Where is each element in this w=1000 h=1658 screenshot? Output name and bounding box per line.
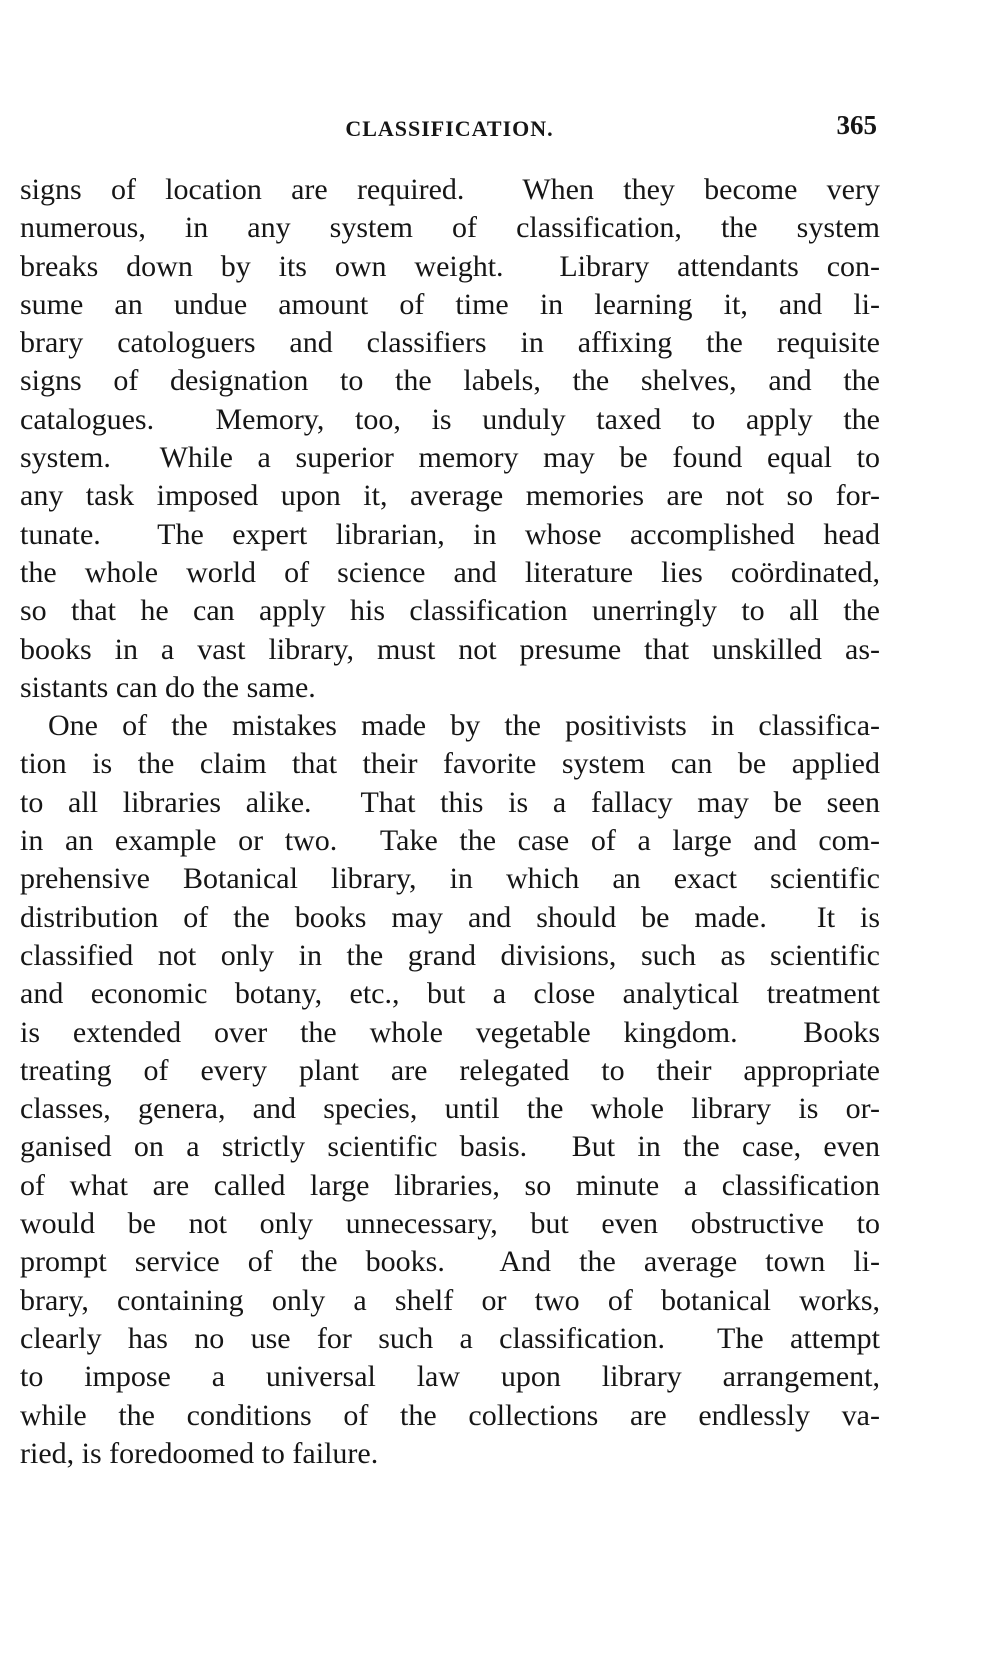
text-line: books in a vast library, must not presume that unskilled as- bbox=[20, 632, 880, 666]
paragraph bbox=[20, 171, 880, 707]
text-line: sume an undue amount of time in learning it, and li- bbox=[20, 287, 880, 321]
text-line: is extended over the whole vegetable kingdom. Books bbox=[20, 1015, 880, 1049]
text-line: in an example or two. Take the case of a large and com- bbox=[20, 824, 880, 858]
text-line: of what are called large libraries, so minute a classification bbox=[20, 1168, 880, 1202]
text-line: and economic botany, etc., but a close analytical treatment bbox=[20, 977, 880, 1011]
body-text bbox=[20, 171, 880, 1473]
text-line: clearly has no use for such a classification. The attempt bbox=[20, 1321, 880, 1355]
text-line: signs of designation to the labels, the shelves, and the bbox=[20, 364, 880, 398]
page-number: 365 bbox=[836, 110, 877, 140]
running-title: CLASSIFICATION. bbox=[345, 116, 554, 141]
text-line: ried, is foredoomed to failure. bbox=[20, 1436, 379, 1470]
text-line: tunate. The expert librarian, in whose accomplished head bbox=[20, 517, 880, 551]
text-line: prompt service of the books. And the average town li- bbox=[20, 1245, 880, 1279]
text-line: numerous, in any system of classification, the system bbox=[20, 211, 880, 245]
text-line: to impose a universal law upon library arrangement, bbox=[20, 1360, 880, 1394]
text-line: any task imposed upon it, average memories are not so for- bbox=[20, 479, 880, 513]
running-head bbox=[22, 110, 877, 146]
text-line: to all libraries alike. That this is a fallacy may be seen bbox=[20, 785, 880, 819]
text-line: system. While a superior memory may be found equal to bbox=[20, 441, 880, 475]
text-line: tion is the claim that their favorite system can be applied bbox=[20, 747, 880, 781]
text-line: treating of every plant are relegated to their appropriate bbox=[20, 1053, 880, 1087]
text-line: breaks down by its own weight. Library attendants con- bbox=[20, 249, 880, 283]
text-line: brary catologuers and classifiers in affixing the requisite bbox=[20, 326, 880, 360]
text-line: classified not only in the grand divisions, such as scientific bbox=[20, 938, 880, 972]
text-line: so that he can apply his classification unerringly to all the bbox=[20, 594, 880, 628]
text-line: prehensive Botanical library, in which an exact scientific bbox=[20, 862, 880, 896]
text-line: the whole world of science and literature lies coördinated, bbox=[20, 555, 880, 589]
text-line: One of the mistakes made by the positivists in classifica- bbox=[48, 709, 880, 743]
text-line: ganised on a strictly scientific basis. But in the case, even bbox=[20, 1130, 880, 1164]
text-line: brary, containing only a shelf or two of botanical works, bbox=[20, 1283, 880, 1317]
text-line: signs of location are required. When they become very bbox=[20, 173, 880, 206]
text-line: while the conditions of the collections are endlessly va- bbox=[20, 1398, 880, 1432]
paragraph bbox=[20, 707, 880, 1473]
text-line: sistants can do the same. bbox=[20, 670, 316, 704]
text-line: catalogues. Memory, too, is unduly taxed to apply the bbox=[20, 402, 880, 436]
text-line: classes, genera, and species, until the whole library is or- bbox=[20, 1092, 880, 1126]
text-line: distribution of the books may and should be made. It is bbox=[20, 900, 880, 934]
text-line: would be not only unnecessary, but even obstructive to bbox=[20, 1207, 880, 1241]
